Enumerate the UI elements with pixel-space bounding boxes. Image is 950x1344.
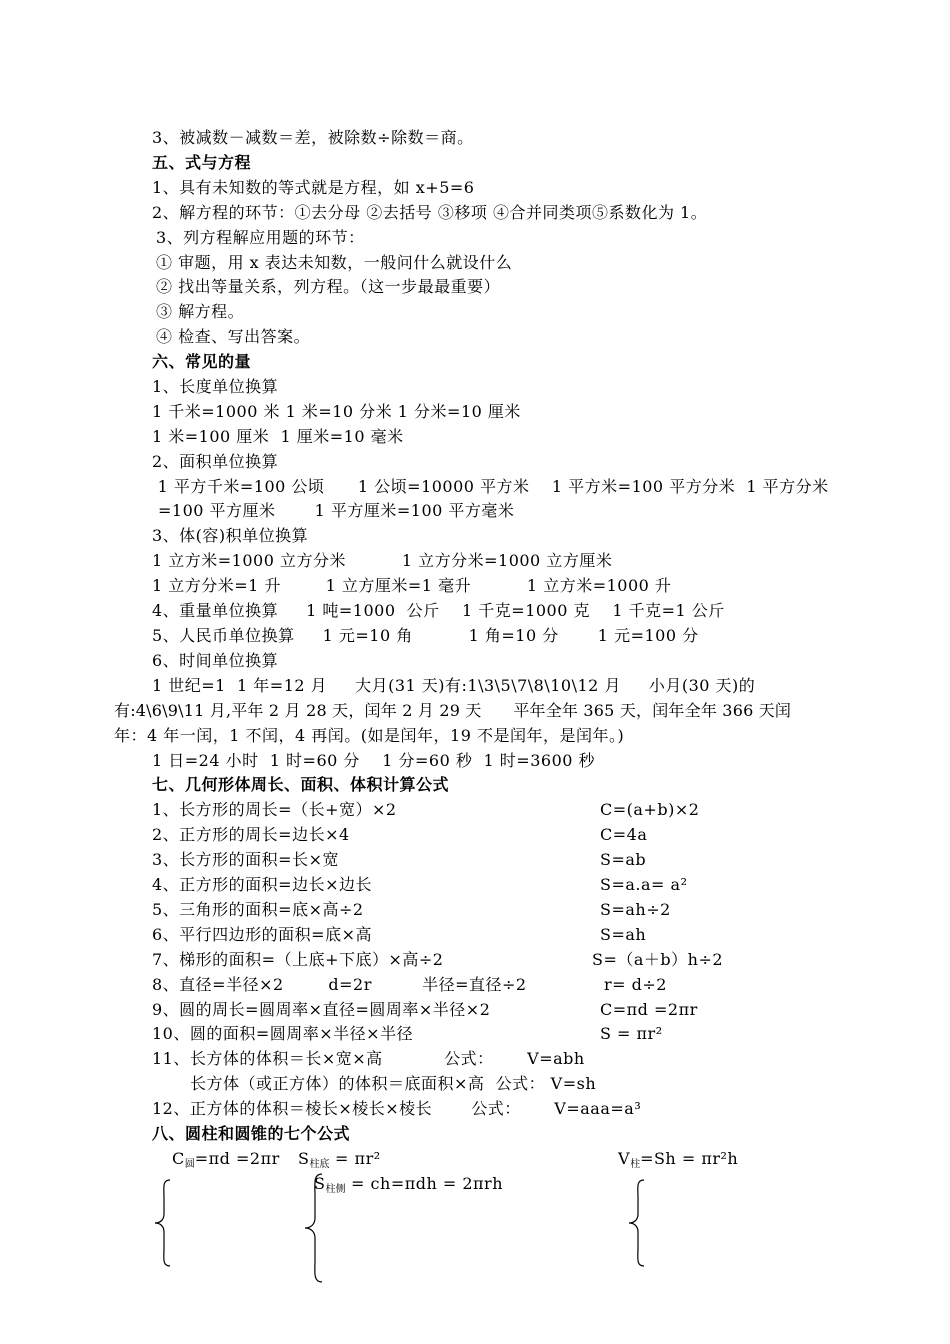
- text-line: 2、解方程的环节：①去分母 ②去括号 ③移项 ④合并同类项⑤系数化为 1。: [152, 203, 708, 222]
- left-brace-icon: [152, 1178, 174, 1268]
- formula-text: 长方体（或正方体）的体积＝底面积×高 公式： V=sh: [190, 1074, 597, 1093]
- formula-expression: S=a.a= a²: [600, 875, 688, 894]
- text-line: ④ 检查、写出答案。: [156, 327, 311, 346]
- text-line: 3、体(容)积单位换算: [152, 526, 309, 545]
- text-line: 年：4 年一闰，1 不闰，4 再闰。(如是闰年，19 不是闰年，是闰年。): [114, 726, 625, 745]
- formula-text: 7、梯形的面积=（上底+下底）×高÷2: [152, 950, 444, 969]
- formula-text: 9、圆的周长=圆周率×直径=圆周率×半径×2: [152, 1000, 491, 1019]
- section-heading-8: 八、圆柱和圆锥的七个公式: [152, 1124, 351, 1143]
- formula-text: 8、直径=半径×2 d=2r 半径=直径÷2: [152, 975, 527, 994]
- text-line: 1 平方千米=100 公顷 1 公顷=10000 平方米 1 平方米=100 平方分米 1 平方分米: [152, 477, 829, 496]
- formula-expression: C=(a+b)×2: [600, 800, 700, 819]
- text-line: 1 立方米=1000 立方分米 1 立方分米=1000 立方厘米: [152, 551, 613, 570]
- formula-expression: S=ah÷2: [600, 900, 671, 919]
- left-brace-icon: [626, 1178, 648, 1268]
- text-line: 1 世纪=1 1 年=12 月 大月(31 天)有:1\3\5\7\8\10\12 月 小月(30 天)的: [152, 676, 756, 695]
- formula-text: 5、三角形的面积=底×高÷2: [152, 900, 364, 919]
- cylinder-circumference-formula: $C_圆=\pi d =2\pi r$: [172, 1149, 280, 1170]
- section-heading-7: 七、几何形体周长、面积、体积计算公式: [152, 775, 450, 794]
- text-line: 3、被减数－减数＝差，被除数÷除数＝商。: [152, 128, 474, 147]
- text-line: 4、重量单位换算 1 吨=1000 公斤 1 千克=1000 克 1 千克=1 公斤: [152, 601, 725, 620]
- text-line: ② 找出等量关系，列方程。（这一步最最重要）: [156, 277, 501, 296]
- text-line: ① 审题，用 x 表达未知数，一般问什么就设什么: [156, 253, 513, 272]
- formula-text: 2、正方形的周长=边长×4: [152, 825, 350, 844]
- text-line: 1 米=100 厘米 1 厘米=10 毫米: [152, 427, 404, 446]
- formula-text: 1、长方形的周长=（长+宽）×2: [152, 800, 397, 819]
- formula-text: 4、正方形的面积=边长×边长: [152, 875, 372, 894]
- formula-expression: C=4a: [600, 825, 648, 844]
- text-line: 1、具有未知数的等式就是方程，如 x+5=6: [152, 178, 475, 197]
- text-line: 3、列方程解应用题的环节：: [156, 228, 365, 247]
- text-line: ③ 解方程。: [156, 302, 245, 321]
- formula-text: 12、正方体的体积＝棱长×棱长×棱长 公式： V=aaa=a³: [152, 1099, 642, 1118]
- text-line: 1、长度单位换算: [152, 377, 279, 396]
- text-line: 6、时间单位换算: [152, 651, 279, 670]
- text-line: 1 立方分米=1 升 1 立方厘米=1 毫升 1 立方米=1000 升: [152, 576, 672, 595]
- text-line: 有:4\6\9\11 月,平年 2 月 28 天，闰年 2 月 29 天 平年全年 365 天，闰年全年 366 天闰: [114, 701, 792, 720]
- text-line: 1 千米=1000 米 1 米=10 分米 1 分米=10 厘米: [152, 402, 521, 421]
- formula-expression: S=ab: [600, 850, 647, 869]
- formula-expression: S = πr²: [600, 1024, 663, 1043]
- formula-expression: r= d÷2: [604, 975, 667, 994]
- cylinder-lateral-area-formula: $S_{柱侧} = ch=\pi dh = 2\pi rh$: [314, 1174, 504, 1195]
- section-heading-6: 六、常见的量: [152, 352, 252, 371]
- text-line: 1 日=24 小时 1 时=60 分 1 分=60 秒 1 时=3600 秒: [152, 751, 596, 770]
- text-line: 5、人民币单位换算 1 元=10 角 1 角=10 分 1 元=100 分: [152, 626, 699, 645]
- cylinder-volume-formula: $V_柱=Sh = \pi r^2h$: [618, 1149, 739, 1170]
- formula-text: 11、长方体的体积＝长×宽×高 公式： V=abh: [152, 1049, 585, 1068]
- formula-expression: C=πd =2πr: [600, 1000, 698, 1019]
- left-brace-icon: [302, 1172, 326, 1284]
- text-line: =100 平方厘米 1 平方厘米=100 平方毫米: [158, 501, 515, 520]
- formula-text: 6、平行四边形的面积=底×高: [152, 925, 372, 944]
- formula-expression: S=ah: [600, 925, 647, 944]
- cylinder-base-area-formula: $S_{柱底} = \pi r^2$: [298, 1149, 381, 1170]
- text-line: 2、面积单位换算: [152, 452, 279, 471]
- formula-expression: S=（a＋b）h÷2: [592, 950, 724, 969]
- section-heading-5: 五、式与方程: [152, 153, 252, 172]
- formula-text: 10、圆的面积=圆周率×半径×半径: [152, 1024, 414, 1043]
- formula-text: 3、长方形的面积=长×宽: [152, 850, 339, 869]
